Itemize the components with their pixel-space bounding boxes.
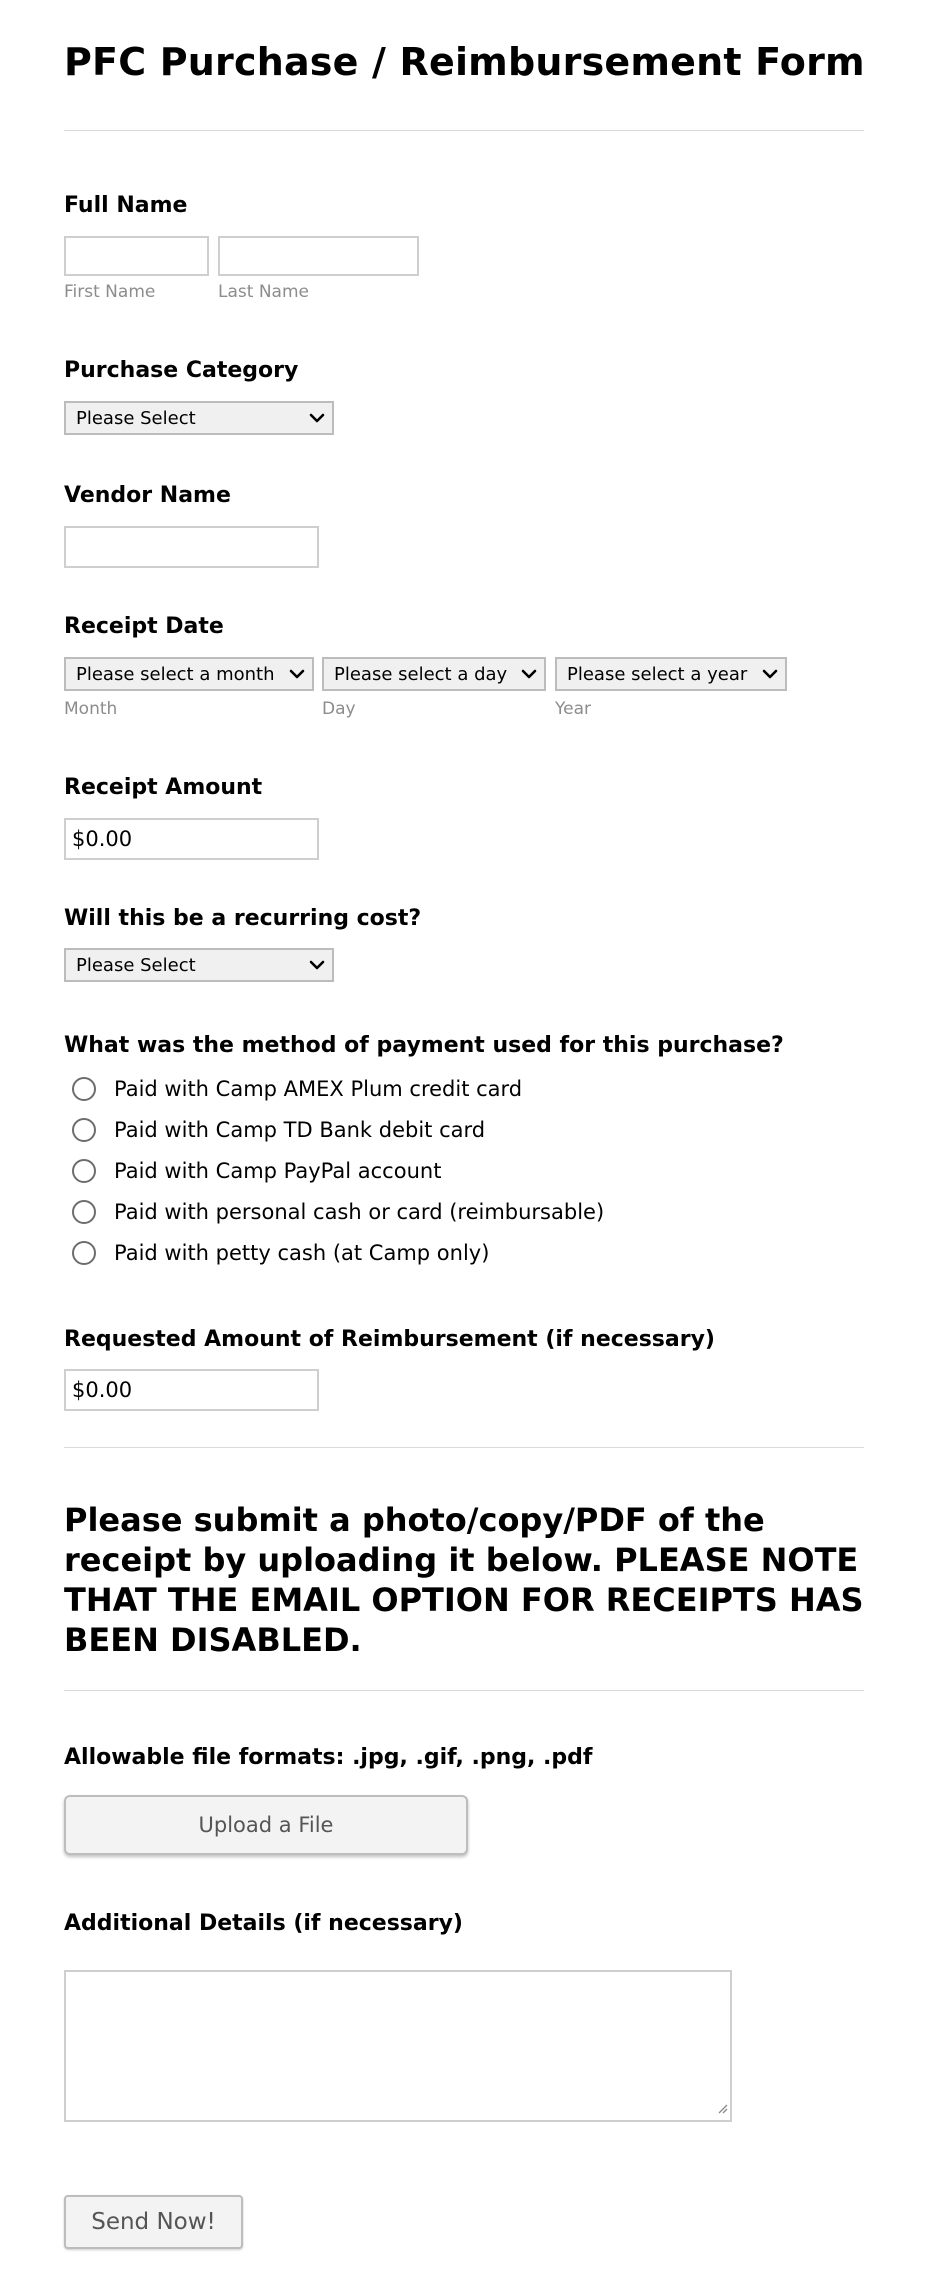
recurring-cost-selected: Please Select <box>76 954 196 976</box>
chevron-down-icon <box>282 669 312 679</box>
payment-method-label: What was the method of payment used for this purchase? <box>64 1033 784 1058</box>
receipt-year-select[interactable] <box>555 657 787 691</box>
form-title: PFC Purchase / Reimbursement Form <box>64 40 865 84</box>
purchase-category-label: Purchase Category <box>64 358 299 383</box>
purchase-category-selected: Please Select <box>76 407 196 429</box>
receipt-amount-label: Receipt Amount <box>64 775 263 800</box>
payment-option-amex[interactable] <box>72 1077 522 1101</box>
divider <box>64 1690 864 1691</box>
chevron-down-icon <box>302 960 332 970</box>
payment-option-paypal[interactable] <box>72 1159 441 1183</box>
upload-file-button[interactable]: Upload a File <box>64 1795 468 1855</box>
file-formats-label: Allowable file formats: .jpg, .gif, .png, .pdf <box>64 1745 593 1770</box>
payment-option-label: Paid with personal cash or card (reimbursable) <box>114 1200 605 1224</box>
first-name-sublabel: First Name <box>64 282 156 302</box>
payment-option-label: Paid with Camp PayPal account <box>114 1159 442 1183</box>
vendor-name-label: Vendor Name <box>64 483 231 508</box>
vendor-name-input[interactable] <box>64 526 319 568</box>
requested-amount-input[interactable] <box>64 1369 319 1411</box>
divider <box>64 130 864 131</box>
payment-option-label: Paid with Camp AMEX Plum credit card <box>114 1077 523 1101</box>
receipt-year-selected: Please select a year <box>567 663 748 685</box>
purchase-category-select[interactable] <box>64 401 334 435</box>
receipt-date-label: Receipt Date <box>64 614 224 639</box>
receipt-month-selected: Please select a month <box>76 663 275 685</box>
resize-handle-icon[interactable] <box>716 2099 728 2118</box>
requested-amount-label: Requested Amount of Reimbursement (if necessary) <box>64 1327 715 1352</box>
last-name-sublabel: Last Name <box>218 282 309 302</box>
payment-option-label: Paid with petty cash (at Camp only) <box>114 1241 490 1265</box>
additional-details-label: Additional Details (if necessary) <box>64 1911 463 1936</box>
radio-button-icon[interactable] <box>72 1077 96 1101</box>
chevron-down-icon <box>302 413 332 423</box>
recurring-cost-select[interactable] <box>64 948 334 982</box>
payment-option-td-debit[interactable] <box>72 1118 485 1142</box>
payment-option-personal[interactable] <box>72 1200 604 1224</box>
send-now-button[interactable]: Send Now! <box>64 2195 243 2249</box>
radio-button-icon[interactable] <box>72 1241 96 1265</box>
chevron-down-icon <box>514 669 544 679</box>
chevron-down-icon <box>755 669 785 679</box>
payment-option-label: Paid with Camp TD Bank debit card <box>114 1118 486 1142</box>
radio-button-icon[interactable] <box>72 1118 96 1142</box>
recurring-cost-label: Will this be a recurring cost? <box>64 906 422 931</box>
additional-details-textarea[interactable] <box>64 1970 732 2122</box>
radio-button-icon[interactable] <box>72 1200 96 1224</box>
upload-notice-heading: Please submit a photo/copy/PDF of the receipt by uploading it below. PLEASE NOTE THAT THE EMAIL OPTION FOR RECEIPTS HAS BEEN DISABLED. <box>64 1501 864 1659</box>
radio-button-icon[interactable] <box>72 1159 96 1183</box>
first-name-input[interactable] <box>64 236 209 276</box>
receipt-day-sublabel: Day <box>322 699 356 719</box>
full-name-label: Full Name <box>64 193 188 218</box>
payment-option-petty-cash[interactable] <box>72 1241 489 1265</box>
receipt-day-selected: Please select a day <box>334 663 508 685</box>
receipt-month-select[interactable] <box>64 657 314 691</box>
last-name-input[interactable] <box>218 236 419 276</box>
receipt-day-select[interactable] <box>322 657 546 691</box>
divider <box>64 1447 864 1448</box>
receipt-amount-input[interactable] <box>64 818 319 860</box>
receipt-month-sublabel: Month <box>64 699 118 719</box>
receipt-year-sublabel: Year <box>555 699 591 719</box>
